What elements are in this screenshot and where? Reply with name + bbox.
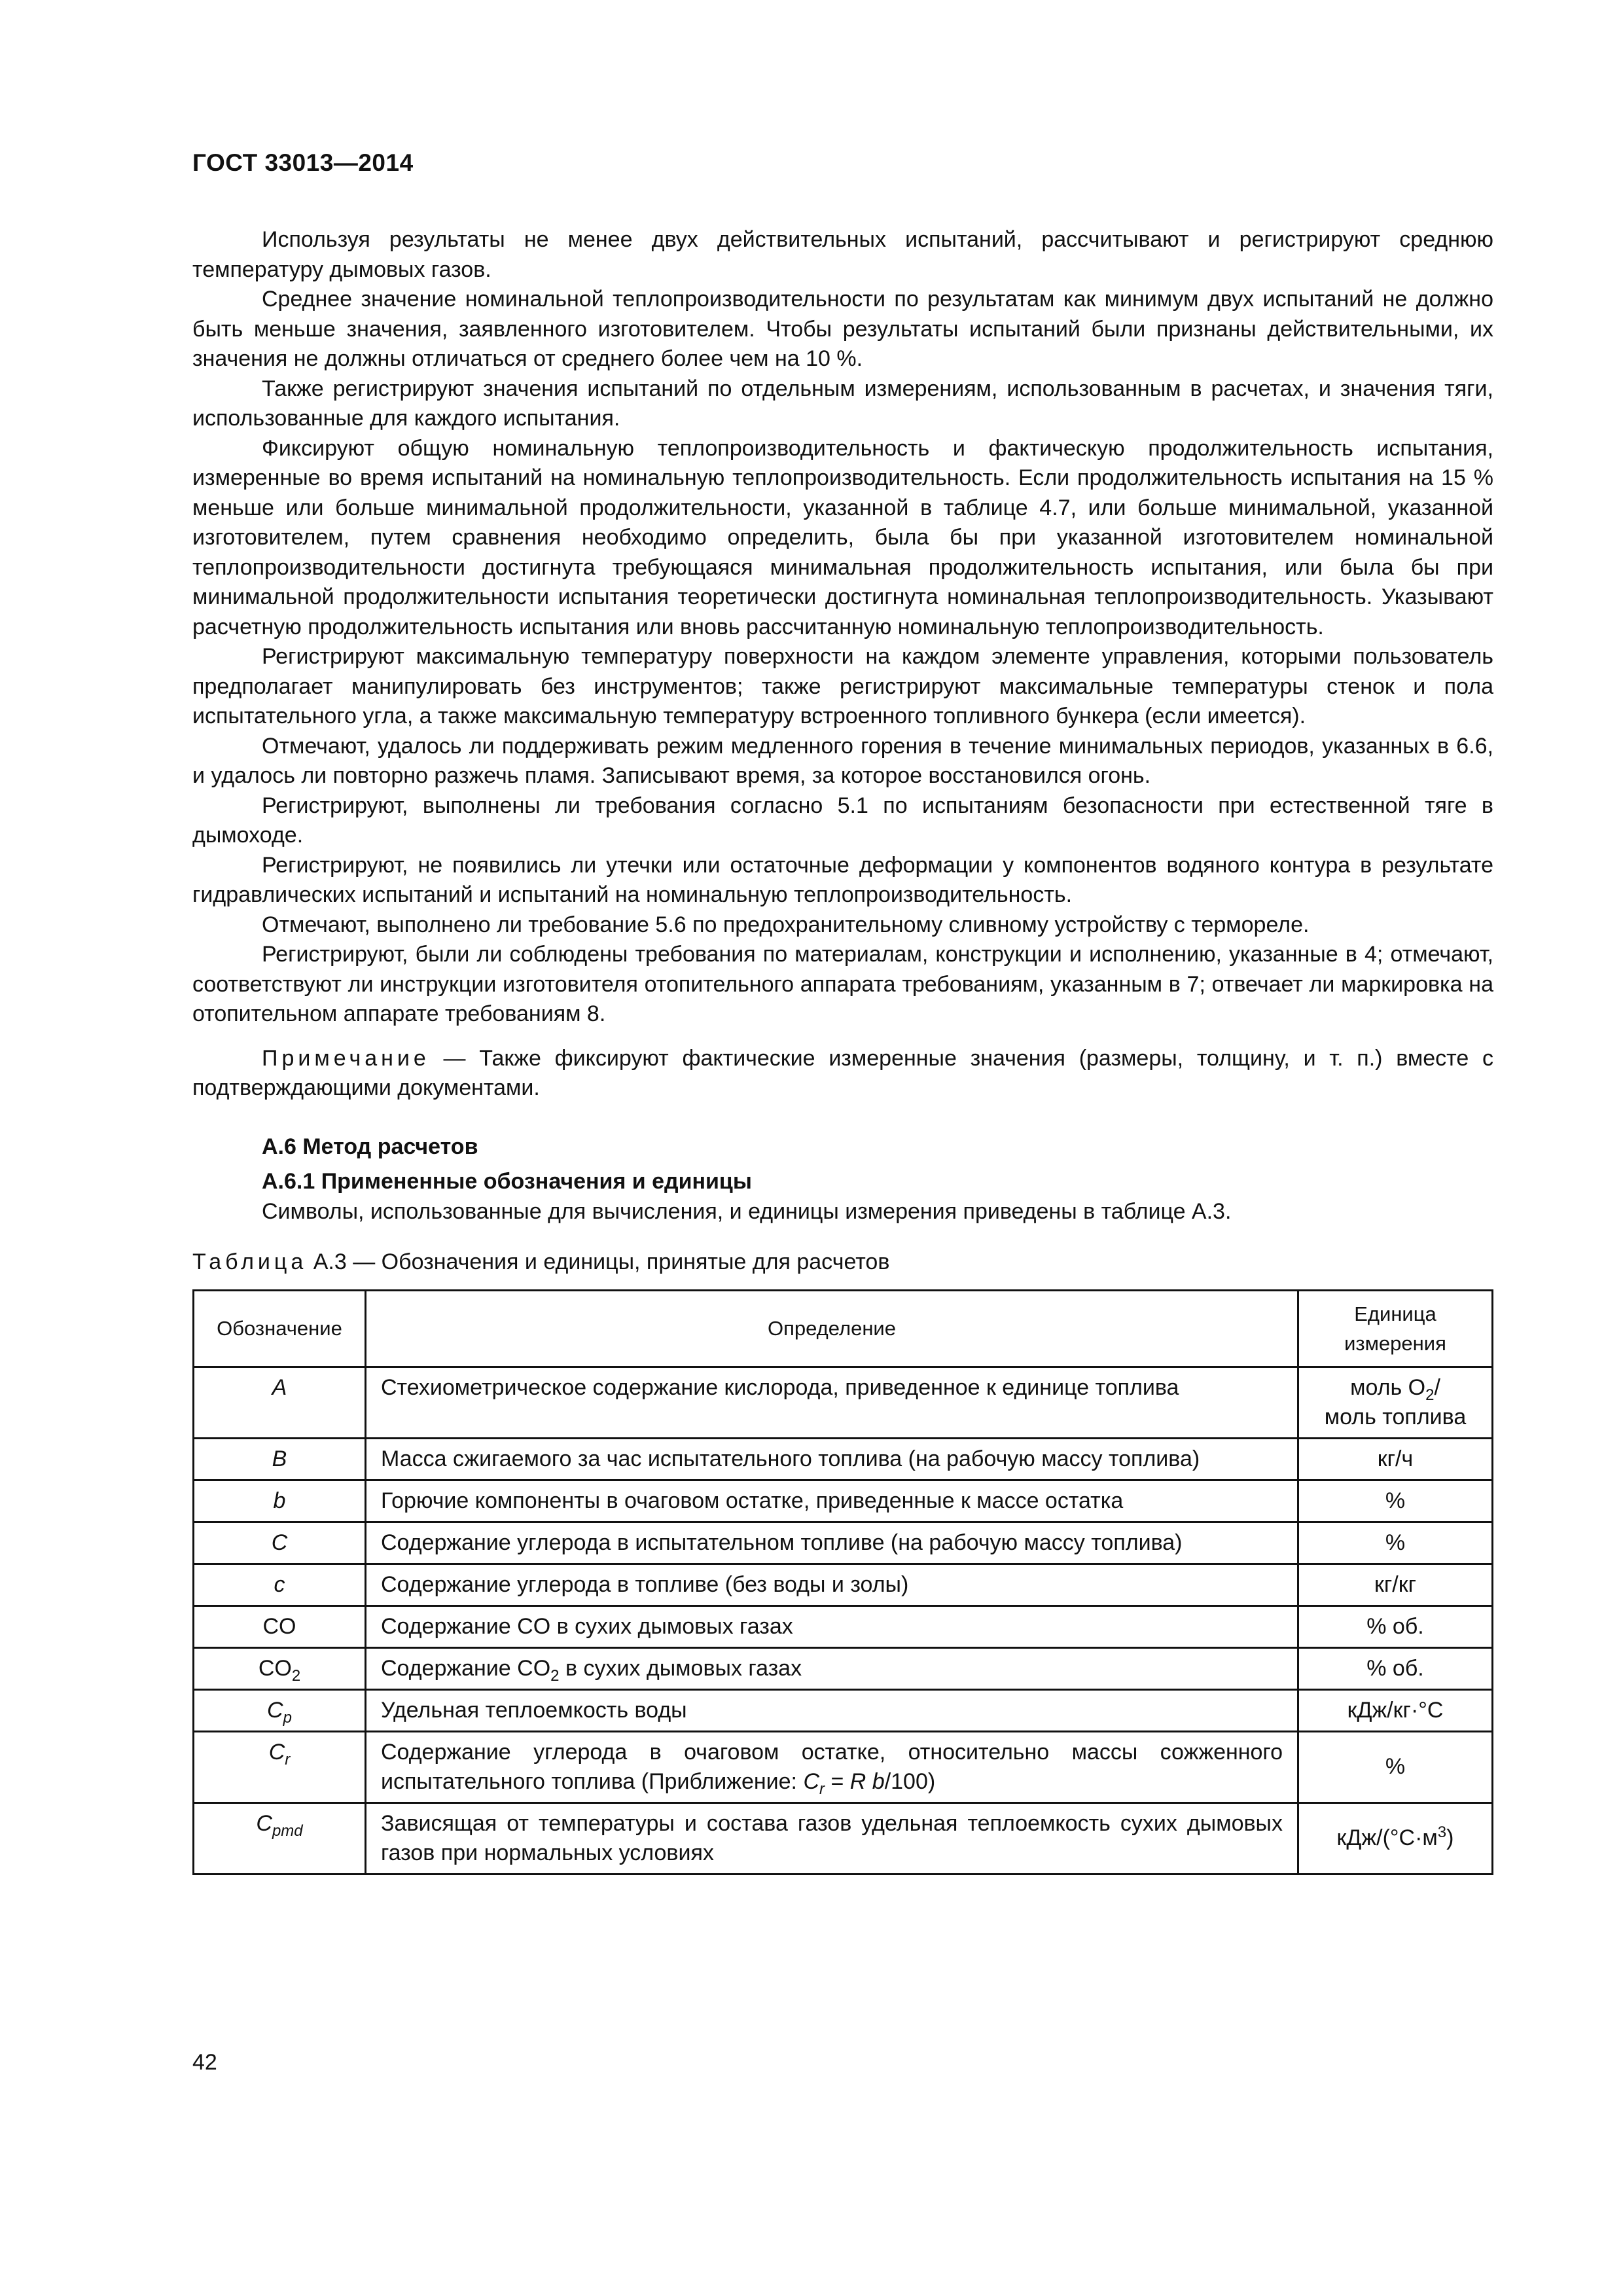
unit-subscript: 2 [1425,1386,1435,1404]
table-caption-text: А.3 — Обозначения и единицы, принятые для расчетов [307,1249,890,1274]
paragraph: Регистрируют, были ли соблюдены требования по материалам, конструкции и исполнению, указанные в 4; отмечают, соответствуют ли инструкции изготовителя отопительного аппарата требованиям, указанным в 7; отвечает ли маркировка на отопительном аппарате требованиям 8. [192,942,1493,1026]
unit-cell [1298,1803,1493,1874]
header-unit-line2: измерения [1344,1331,1446,1355]
table-row [194,1605,1493,1647]
definition-cell: Стехиометрическое содержание кислорода, приведенное к единице топлива [366,1367,1298,1438]
page-number: 42 [192,2050,217,2075]
table-row [194,1438,1493,1480]
symbol-cell: c [194,1564,366,1605]
unit-part: моль O [1350,1374,1426,1400]
unit-cell: кДж/кг·°С [1298,1689,1493,1731]
symbol-subscript: pmd [272,1821,303,1840]
definition-variable: R b [849,1768,885,1794]
unit-part: кДж/(°С·м [1336,1825,1438,1850]
section-intro: Символы, использованные для вычисления, и единицы измерения приведены в таблице А.3. [262,1198,1232,1224]
definition-cell: Зависящая от температуры и состава газов удельная теплоемкость сухих дымовых газов при нормальных условиях [366,1803,1298,1874]
table-row [194,1803,1493,1874]
definition-part: /100) [884,1768,936,1794]
paragraph: Фиксируют общую номинальную теплопроизводительность и фактическую продолжительность испытания, измеренные во время испытаний на номинальную теплопроизводительность. Если продолжительность испытания на 15 % меньше или больше минимальной продолжительности, указанной в таблице 4.7, или больше минимальной, указанной изготовителем, путем сравнения необходимо определить, была бы при указанной изготовителем номинальной теплопроизводительности достигнута требующаяся минимальная продолжительность испытания, или была бы при минимальной продолжительности испытания теоретически достигнута номинальная теплопроизводительность. Указывают расчетную продолжительность испытания или вновь рассчитанную номинальную теплопроизводительность. [192,435,1493,639]
definition-cell: Содержание углерода в топливе (без воды и золы) [366,1564,1298,1605]
definition-cell: Содержание углерода в испытательном топливе (на рабочую массу топлива) [366,1522,1298,1564]
unit-part: моль топлива [1324,1404,1467,1429]
unit-cell: % [1298,1522,1493,1564]
paragraph: Регистрируют, не появились ли утечки или остаточные деформации у компонентов водяного контура в результате гидравлических испытаний и испытаний на номинальную теплопроизводительность. [192,852,1493,907]
definition-subscript: 2 [550,1666,560,1685]
doc-header-code: ГОСТ 33013—2014 [192,149,414,176]
unit-part: ) [1446,1825,1454,1850]
unit-cell: % [1298,1480,1493,1522]
symbol-cell: C [194,1522,366,1564]
unit-cell: % [1298,1731,1493,1803]
definition-part: Содержание углерода в очаговом остатке, относительно массы сожженного испытательного топлива (Приближение: [381,1739,1283,1794]
definition-cell: Удельная теплоемкость воды [366,1689,1298,1731]
symbol-cell: A [194,1367,366,1438]
symbol-subscript: p [283,1708,292,1727]
unit-cell: % об. [1298,1647,1493,1689]
symbol-cell: b [194,1480,366,1522]
header-unit [1298,1290,1493,1367]
unit-cell: кг/ч [1298,1438,1493,1480]
paragraph: Также регистрируют значения испытаний по отдельным измерениям, использованным в расчетах, и значения тяги, использованные для каждого испытания. [192,376,1493,431]
section-heading: А.6 Метод расчетов [262,1134,478,1159]
symbol-base: CO [258,1655,292,1681]
note [192,1044,1493,1103]
paragraph: Отмечают, выполнено ли требование 5.6 по предохранительному сливному устройству с термореле. [262,912,1310,937]
table-row [194,1367,1493,1438]
definition-cell: Горючие компоненты в очаговом остатке, приведенные к массе остатка [366,1480,1298,1522]
paragraph: Регистрируют, выполнены ли требования согласно 5.1 по испытаниям безопасности при естественной тяге в дымоходе. [192,793,1493,848]
symbol-cell [194,1803,366,1874]
table-caption-label: Таблица [192,1249,308,1274]
table-row [194,1689,1493,1731]
symbol-cell: CO [194,1605,366,1647]
subsection-heading: А.6.1 Примененные обозначения и единицы [262,1169,752,1194]
symbol-cell [194,1689,366,1731]
unit-part: / [1434,1374,1440,1400]
table-row [194,1480,1493,1522]
symbol-subscript: 2 [291,1666,301,1685]
symbol-cell [194,1731,366,1803]
table-row [194,1647,1493,1689]
note-text: — Также фиксируют фактические измеренные значения (размеры, толщину, и т. п.) вместе с подтверждающими документами. [192,1045,1493,1100]
definition-part: = [825,1768,850,1794]
paragraph: Используя результаты не менее двух действительных испытаний, рассчитывают и регистрируют среднюю температуру дымовых газов. [192,227,1493,282]
header-symbol: Обозначение [194,1290,366,1367]
table-caption [192,1247,1493,1278]
header-definition: Определение [366,1290,1298,1367]
symbol-cell [194,1647,366,1689]
paragraph: Отмечают, удалось ли поддерживать режим медленного горения в течение минимальных периодов, указанных в 6.6, и удалось ли повторно разжечь пламя. Записывают время, за которое восстановился огонь. [192,733,1493,788]
unit-cell: % об. [1298,1605,1493,1647]
paragraph: Среднее значение номинальной теплопроизводительности по результатам как минимум двух испытаний не должно быть меньше значения, заявленного изготовителем. Чтобы результаты испытаний были признаны действительными, их значения не должны отличаться от среднего более чем на 10 %. [192,287,1493,371]
paragraph: Регистрируют максимальную температуру поверхности на каждом элементе управления, которыми пользователь предполагает манипулировать без инструментов; также регистрируют максимальные температуры стенок и пола испытательного угла, а также максимальную температуру встроенного топливного бункера (если имеется). [192,644,1493,728]
table-header-row [194,1290,1493,1367]
definition-part: в сухих дымовых газах [559,1655,802,1681]
symbol-base: C [268,1739,285,1765]
symbols-table [192,1289,1493,1875]
unit-superscript: 3 [1437,1823,1447,1841]
document-body [192,225,1493,1875]
definition-cell [366,1647,1298,1689]
table-row [194,1564,1493,1605]
definition-subscript [819,1780,825,1798]
unit-cell: кг/кг [1298,1564,1493,1605]
table-row [194,1731,1493,1803]
note-label: Примечание [262,1045,430,1071]
symbol-subscript: r [285,1750,291,1768]
definition-cell [366,1731,1298,1803]
definition-variable-subscript: r [819,1780,825,1798]
definition-part: Содержание CO [381,1655,551,1681]
table-row [194,1522,1493,1564]
symbol-base: C [267,1697,283,1723]
definition-cell: Содержание CO в сухих дымовых газах [366,1605,1298,1647]
header-unit-line1: Единица [1354,1302,1436,1325]
symbol-base: C [256,1810,272,1836]
unit-cell [1298,1367,1493,1438]
definition-variable: C [803,1768,820,1794]
definition-cell: Масса сжигаемого за час испытательного топлива (на рабочую массу топлива) [366,1438,1298,1480]
symbol-cell: B [194,1438,366,1480]
